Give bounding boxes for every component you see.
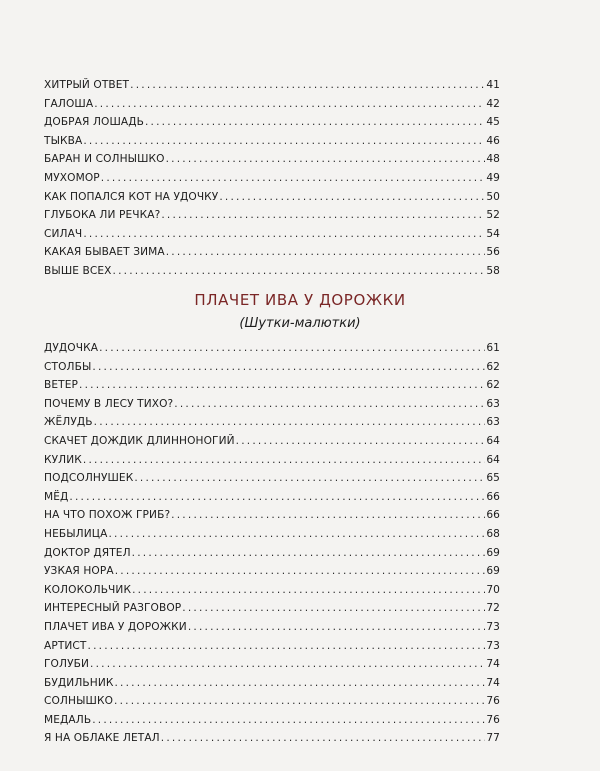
dot-leader [188, 618, 486, 637]
dot-leader [134, 469, 485, 488]
dot-leader [83, 132, 485, 151]
dot-leader [79, 376, 485, 395]
dot-leader [90, 655, 485, 674]
dot-leader [166, 150, 486, 169]
toc-entry-page-number: 65 [486, 472, 500, 485]
toc-entry [44, 188, 500, 207]
dot-leader [94, 95, 485, 114]
toc-entry-title: ГЛУБОКА ЛИ РЕЧКА? [44, 209, 161, 222]
toc-entry-title: КАК ПОПАЛСЯ КОТ НА УДОЧКУ [44, 190, 219, 203]
toc-entry-title: ХИТРЫЙ ОТВЕТ [44, 79, 130, 91]
toc-entry-page-number: 66 [486, 490, 500, 503]
dot-leader [132, 544, 486, 563]
toc-entry [44, 225, 500, 244]
toc-entry-title: ГАЛОША [44, 97, 94, 110]
toc-entry-page-number: 66 [486, 509, 500, 522]
toc-entry [44, 692, 500, 711]
toc-entry [44, 262, 500, 281]
toc-entry-title: БАРАН И СОЛНЫШКО [44, 153, 165, 166]
dot-leader [92, 711, 485, 730]
toc-entry-title: МЁД [44, 490, 69, 503]
dot-leader [115, 562, 486, 581]
toc-entry [44, 711, 500, 730]
toc-entry-page-number: 63 [486, 397, 500, 410]
dot-leader [83, 451, 485, 470]
toc-entry-page-number: 54 [486, 227, 500, 240]
toc-entry [44, 525, 500, 544]
dot-leader [174, 395, 485, 414]
dot-leader [161, 729, 486, 748]
dot-leader [94, 413, 486, 432]
toc-entry-page-number: 56 [486, 246, 500, 259]
toc-entry [44, 506, 500, 525]
toc-entry-page-number: 72 [486, 602, 500, 615]
toc-entry-title: УЗКАЯ НОРА [44, 565, 114, 578]
toc-entry-page-number: 68 [486, 527, 500, 540]
dot-leader [182, 599, 485, 618]
dot-leader [99, 339, 485, 358]
toc-entry-title: ПОДСОЛНУШЕК [44, 472, 134, 485]
toc-entry [44, 432, 500, 451]
toc-entry-page-number: 73 [486, 620, 500, 633]
toc-entry-page-number: 77 [486, 732, 500, 745]
toc-entry-title: НА ЧТО ПОХОЖ ГРИБ? [44, 509, 171, 522]
toc-entry [44, 674, 500, 693]
toc-entry-page-number: 69 [486, 565, 500, 578]
toc-entry [44, 729, 500, 748]
toc-entry [44, 581, 500, 600]
toc-entry-page-number: 50 [486, 190, 500, 203]
toc-entry-title: КОЛОКОЛЬЧИК [44, 583, 132, 596]
toc-entry [44, 358, 500, 377]
toc-entry-title: ТЫКВА [44, 134, 83, 147]
dot-leader [171, 506, 485, 525]
dot-leader [114, 692, 485, 711]
toc-entry [44, 150, 500, 169]
toc-entry-page-number: 62 [486, 379, 500, 392]
dot-leader [166, 243, 486, 262]
toc-entry-title: МУХОМОР [44, 171, 100, 184]
dot-leader [132, 581, 485, 600]
toc-entry-title: БУДИЛЬНИК [44, 676, 114, 689]
toc-entry-page-number: 70 [486, 583, 500, 596]
dot-leader [236, 432, 486, 451]
toc-list-section-2 [44, 339, 500, 748]
dot-leader [69, 488, 485, 507]
toc-entry-page-number: 49 [486, 171, 500, 184]
toc-entry-page-number: 48 [486, 153, 500, 166]
dot-leader [108, 525, 485, 544]
section-heading: ПЛАЧЕТ ИВА У ДОРОЖКИ [194, 291, 406, 309]
toc-entry-page-number: 64 [486, 434, 500, 447]
toc-entry-title: АРТИСТ [44, 639, 87, 652]
dot-leader [88, 637, 486, 656]
toc-entry-title: ВЫШЕ ВСЕХ [44, 264, 112, 277]
dot-leader [83, 225, 485, 244]
toc-entry-page-number: 69 [486, 546, 500, 559]
toc-entry [44, 637, 500, 656]
toc-entry [44, 376, 500, 395]
toc-entry-page-number: 73 [486, 639, 500, 652]
toc-list-section-1 [44, 76, 500, 281]
toc-entry-page-number: 41 [486, 79, 500, 91]
toc-entry [44, 451, 500, 470]
toc-entry [44, 132, 500, 151]
toc-entry [44, 488, 500, 507]
toc-entry [44, 76, 500, 95]
toc-entry-title: НЕБЫЛИЦА [44, 527, 108, 540]
toc-entry [44, 618, 500, 637]
toc-entry-page-number: 62 [486, 360, 500, 373]
toc-entry-title: Я НА ОБЛАКЕ ЛЕТАЛ [44, 732, 160, 745]
toc-entry-page-number: 76 [486, 713, 500, 726]
toc-entry-page-number: 45 [486, 116, 500, 129]
dot-leader [114, 674, 485, 693]
dot-leader [113, 262, 486, 281]
toc-entry [44, 655, 500, 674]
toc-entry-page-number: 74 [486, 658, 500, 671]
toc-entry-title: ДОБРАЯ ЛОШАДЬ [44, 116, 144, 129]
toc-entry-title: СТОЛБЫ [44, 360, 92, 373]
toc-entry-title: ИНТЕРЕСНЫЙ РАЗГОВОР [44, 602, 182, 615]
section-subheading: (Шутки-малютки) [239, 316, 361, 331]
toc-entry-title: ДУДОЧКА [44, 342, 99, 354]
toc-entry-title: СИЛАЧ [44, 227, 83, 240]
toc-entry-title: ПЛАЧЕТ ИВА У ДОРОЖКИ [44, 620, 187, 633]
toc-entry [44, 169, 500, 188]
toc-entry-page-number: 46 [486, 134, 500, 147]
toc-entry-page-number: 58 [486, 264, 500, 277]
dot-leader [219, 188, 485, 207]
toc-entry [44, 562, 500, 581]
dot-leader [101, 169, 486, 188]
toc-entry-page-number: 74 [486, 676, 500, 689]
toc-entry-title: ДОКТОР ДЯТЕЛ [44, 546, 131, 559]
dot-leader [161, 206, 485, 225]
toc-entry [44, 339, 500, 358]
toc-entry [44, 599, 500, 618]
dot-leader [92, 358, 485, 377]
dot-leader [130, 76, 485, 95]
toc-entry [44, 243, 500, 262]
toc-entry [44, 206, 500, 225]
toc-entry-title: КУЛИК [44, 453, 82, 466]
toc-entry-page-number: 64 [486, 453, 500, 466]
toc-entry [44, 395, 500, 414]
toc-entry-title: ВЕТЕР [44, 379, 79, 392]
toc-entry-title: ГОЛУБИ [44, 658, 90, 671]
toc-entry-title: КАКАЯ БЫВАЕТ ЗИМА [44, 246, 165, 259]
toc-entry-title: МЕДАЛЬ [44, 713, 92, 726]
toc-entry-title: СКАЧЕТ ДОЖДИК ДЛИННОНОГИЙ [44, 434, 235, 447]
toc-entry [44, 113, 500, 132]
toc-entry [44, 544, 500, 563]
dot-leader [145, 113, 485, 132]
toc-entry-page-number: 76 [486, 695, 500, 708]
toc-entry-title: ЖЁЛУДЬ [44, 416, 93, 429]
toc-entry [44, 469, 500, 488]
toc-entry-page-number: 52 [486, 209, 500, 222]
toc-entry-page-number: 63 [486, 416, 500, 429]
toc-entry [44, 95, 500, 114]
toc-entry [44, 413, 500, 432]
toc-entry-page-number: 42 [486, 97, 500, 110]
toc-entry-page-number: 61 [486, 342, 500, 354]
toc-entry-title: ПОЧЕМУ В ЛЕСУ ТИХО? [44, 397, 174, 410]
toc-entry-title: СОЛНЫШКО [44, 695, 114, 708]
